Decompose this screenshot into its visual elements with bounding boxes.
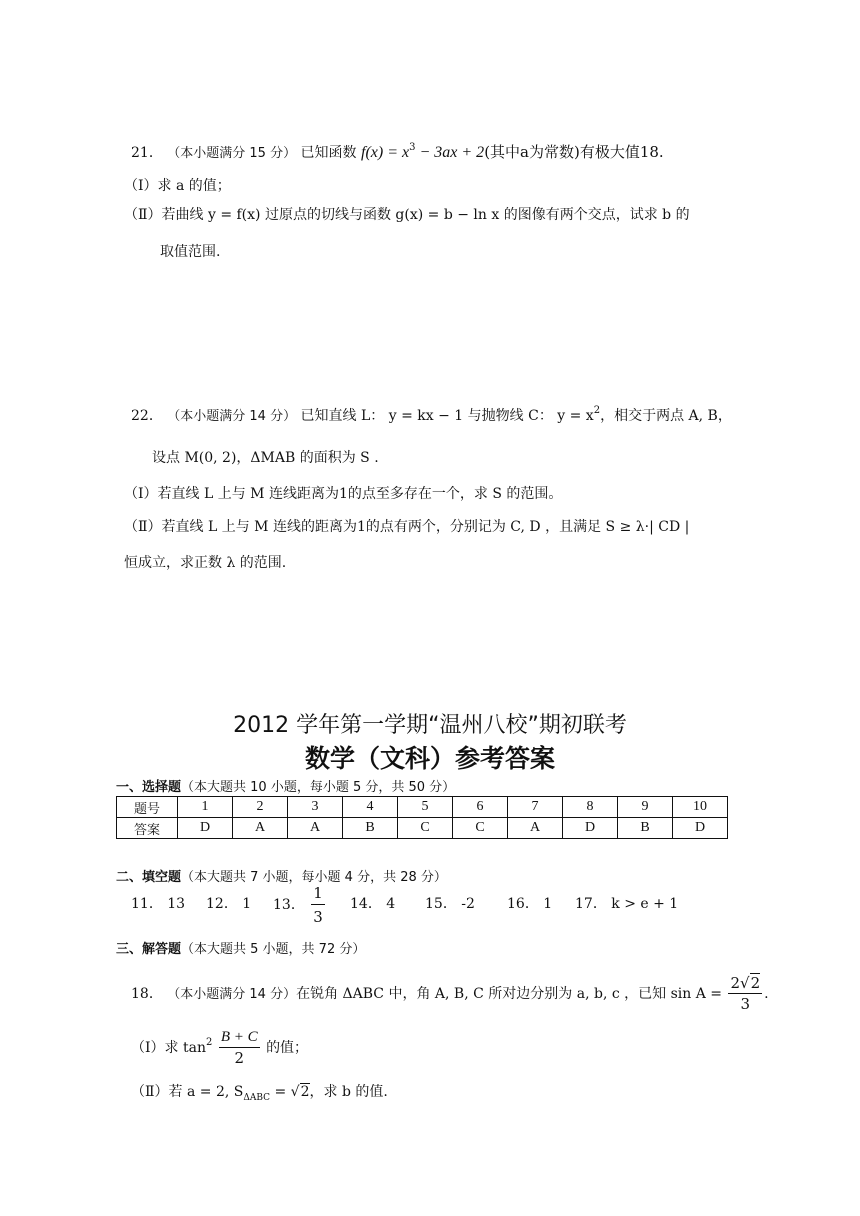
table-cell: 2 [233, 797, 288, 818]
q21-part2-b: 取值范围. [160, 244, 221, 260]
q22-exp: 2 [593, 405, 601, 416]
table-cell: 6 [453, 797, 508, 818]
fill-answer-17: 17． k > e + 1 [575, 896, 679, 912]
q21-number: 21． [131, 145, 163, 161]
section1-note: （本大题共 10 小题，每小题 5 分，共 50 分） [181, 780, 456, 795]
answer-key-title: 2012 学年第一学期“温州八校”期初联考 [233, 713, 627, 738]
table-cell: A [508, 818, 563, 839]
section1-heading [116, 776, 455, 795]
q22-line2: 设点 M(0, 2)，ΔMAB 的面积为 S . [152, 450, 379, 466]
q22-score: （本小题满分 14 分） [167, 409, 297, 424]
table-cell: 4 [343, 797, 398, 818]
fraction-denominator: 2 [234, 1049, 244, 1067]
fill-answer-16: 16． 1 [507, 896, 553, 912]
q21-score: （本小题满分 15 分） [167, 146, 297, 161]
q18-score: （本小题满分 14 分） [167, 987, 297, 1002]
table-row-label: 答案 [117, 818, 178, 839]
q18-part2-sub: ΔABC [243, 1093, 271, 1103]
q22-number: 22． [131, 408, 163, 424]
section3-note: （本大题共 5 小题，共 72 分） [181, 942, 366, 957]
table-cell: 9 [618, 797, 673, 818]
section3-heading [116, 938, 365, 957]
fill-answer-11: 11． 13 [131, 896, 186, 912]
fill-answer-12: 12． 1 [206, 896, 252, 912]
section3-label: 三、解答题 [116, 942, 182, 957]
answer-key-subtitle: 数学（文科）参考答案 [304, 744, 555, 773]
q18-part2-mid: = [270, 1084, 291, 1100]
section2-label: 二、填空题 [116, 870, 182, 885]
table-row-numbers [117, 797, 728, 818]
fraction-denominator: 3 [740, 995, 751, 1013]
q18-part1 [131, 1030, 308, 1066]
q21-formula-rest: − 3ax + 2 [415, 144, 485, 161]
q18-number: 18． [131, 986, 163, 1002]
q22-part2-b: 恒成立，求正数 λ 的范围. [124, 555, 287, 571]
q18-part2: （Ⅱ）若 a = 2, $S_{\Delta ABC} = √2$，求 b 的值. [131, 1084, 388, 1103]
fraction [728, 976, 762, 1012]
table-cell: 1 [178, 797, 233, 818]
fraction-numerator: B + C [219, 1030, 260, 1048]
q18-part1-post: 的值； [266, 1040, 309, 1056]
table-cell: D [178, 818, 233, 839]
table-row-answers [117, 818, 728, 839]
q18-text: 在锐角 ΔABC 中，角 A, B, C 所对边分别为 a, b, c ，已知 sin A = [296, 986, 727, 1002]
q22-part2-a: （Ⅱ）若直线 L 上与 M 连线的距离为1的点有两个，分别记为 C, D ，且满足 S ≥ λ·| CD | [124, 519, 690, 535]
table-cell: 5 [398, 797, 453, 818]
fraction-numerator: 1 [311, 884, 325, 905]
fraction-numerator: 2√2 [730, 974, 761, 992]
section2-heading [116, 866, 447, 885]
table-cell: A [288, 818, 343, 839]
table-cell: C [453, 818, 508, 839]
q21-part2-a: （Ⅱ）若曲线 y = f(x) 过原点的切线与函数 g(x) = b − ln x 的图像有两个交点，试求 b 的 [124, 207, 690, 223]
fraction [219, 1030, 260, 1066]
section2-note: （本大题共 7 小题，每小题 4 分，共 28 分） [181, 870, 447, 885]
answer-table [116, 796, 728, 839]
fill-answer-13 [273, 884, 327, 926]
q22-line1 [131, 406, 732, 423]
table-row-label: 题号 [117, 797, 178, 818]
q18-part2-pre: （Ⅱ）若 a = 2, S [131, 1084, 244, 1100]
q21-formula-exp: 3 [409, 142, 416, 153]
table-cell: 3 [288, 797, 343, 818]
q21-line1 [131, 143, 664, 161]
q22-line1-text: 已知直线 L： y = kx − 1 与抛物线 C： y = x [300, 408, 594, 424]
radicand: 2 [750, 974, 761, 992]
q18-part1-pre: （Ⅰ）求 tan [131, 1040, 206, 1056]
table-cell: D [563, 818, 618, 839]
q21-formula-lhs: f(x) = x [361, 144, 410, 161]
fraction [311, 884, 325, 926]
fill-answer-14: 14． 4 [350, 896, 396, 912]
q18-end: . [764, 986, 769, 1002]
fill-answer-13-label: 13． [273, 897, 305, 913]
q18-part2-post: ，求 b 的值. [309, 1084, 388, 1100]
radicand: 2 [300, 1084, 310, 1100]
table-cell: B [343, 818, 398, 839]
q22-part1: （Ⅰ）若直线 L 上与 M 连线距离为1的点至多存在一个，求 S 的范围。 [124, 486, 563, 502]
table-cell: 8 [563, 797, 618, 818]
section1-label: 一、选择题 [116, 780, 182, 795]
table-cell: A [233, 818, 288, 839]
table-cell: 7 [508, 797, 563, 818]
table-cell: D [673, 818, 728, 839]
fraction-denominator: 3 [313, 908, 323, 926]
q21-intro: 已知函数 [300, 145, 357, 161]
q22-line1-end: ，相交于两点 A, B， [600, 408, 732, 424]
table-cell: B [618, 818, 673, 839]
q18-part1-exp: 2 [205, 1037, 213, 1048]
q21-condition: (其中a为常数)有极大值18. [484, 143, 664, 161]
q18-line1 [131, 976, 769, 1012]
q21-part1: （Ⅰ）求 a 的值； [124, 178, 231, 194]
table-cell: 10 [673, 797, 728, 818]
table-cell: C [398, 818, 453, 839]
fill-answer-15: 15． -2 [425, 896, 475, 912]
coefficient: 2 [730, 974, 741, 992]
